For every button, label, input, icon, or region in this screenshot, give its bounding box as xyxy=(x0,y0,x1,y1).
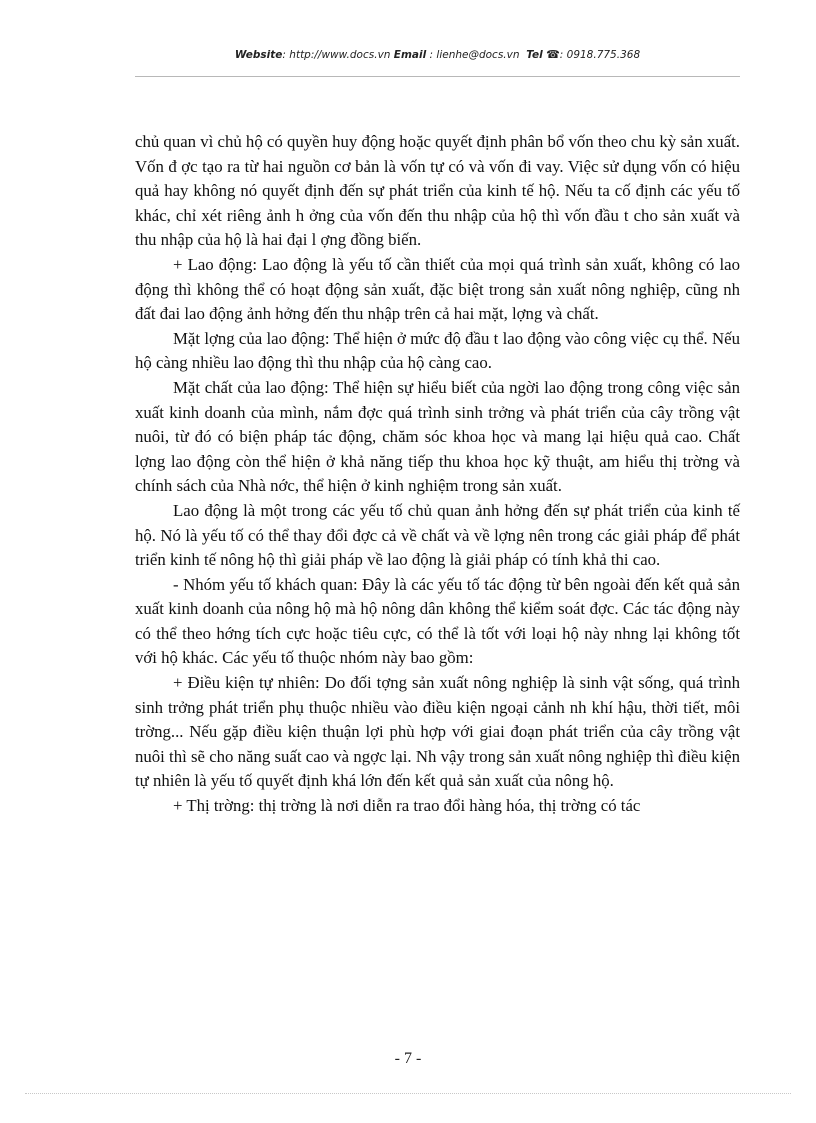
body-text xyxy=(135,130,740,819)
paragraph: - Nhóm yếu tố khách quan: Đây là các yếu tố tác động từ bên ngoài đến kết quả sản xuất kinh doanh của nông hộ mà hộ nông dân không thể kiểm soát đợc. Các tác động này có thể theo hớng tích cực hoặc tiêu cực, có thể là tốt với loại hộ này nhng lại không tốt với hộ khác. Các yếu tố thuộc nhóm này bao gồm: xyxy=(135,574,740,668)
page-number: - 7 - xyxy=(394,1050,422,1067)
page-header xyxy=(135,40,740,77)
email-value: : lienhe@docs.vn xyxy=(426,49,523,61)
paragraph: + Thị trờng: thị trờng là nơi diễn ra trao đổi hàng hóa, thị trờng có tác xyxy=(173,796,641,816)
paragraph: Mặt chất của lao động: Thể hiện sự hiểu biết của ngời lao động trong công việc sản xuất kinh doanh của mình, nắm đợc quá trình sinh trởng và phát triển của cây trồng vật nuôi, từ đó có biện pháp tác động, chăm sóc khoa học và mang lại hiệu quả cao. Chất lợng lao động còn thể hiện ở khả năng tiếp thu khoa học kỹ thuật, am hiểu thị trờng và chính sách của Nhà nớc, thể hiện ở kinh nghiệm trong sản xuất. xyxy=(135,377,740,496)
tel-value: : 0918.775.368 xyxy=(559,49,641,61)
tel-label: Tel xyxy=(526,49,543,61)
paragraph: + Điều kiện tự nhiên: Do đối tợng sản xuất nông nghiệp là sinh vật sống, quá trình sinh trởng phát triển phụ thuộc nhiều vào điều kiện ngoại cảnh nh khí hậu, thời tiết, môi trờng... Nếu gặp điều kiện thuận lợi phù hợp với giai đoạn phát triển của cây trồng vật nuôi thì sẽ cho năng suất cao và ngợc lại. Nh vậy trong sản xuất nông nghiệp thì điều kiện tự nhiên là yếu tố quyết định khá lớn đến kết quả sản xuất của nông hộ. xyxy=(135,673,740,791)
paragraph: Mặt lợng của lao động: Thể hiện ở mức độ đầu t lao động vào công việc cụ thể. Nếu hộ càng nhiều lao động thì thu nhập của hộ càng cao. xyxy=(135,328,740,373)
bottom-divider xyxy=(25,1093,791,1094)
website-label: Website xyxy=(234,49,283,61)
paragraph: + Lao động: Lao động là yếu tố cần thiết của mọi quá trình sản xuất, không có lao động thì không thể có hoạt động sản xuất, đặc biệt trong sản xuất nông nghiệp, cũng nh đất đai lao động ảnh hởng đến thu nhập trên cả hai mặt, lợng và chất. xyxy=(135,254,740,324)
phone-icon: ☎ xyxy=(546,48,560,61)
paragraph: chủ quan vì chủ hộ có quyền huy động hoặc quyết định phân bổ vốn theo chu kỳ sản xuất. Vốn đ ợc tạo ra từ hai nguồn cơ bản là vốn tự có và vốn đi vay. Việc sử dụng vốn có hiệu quả hay không nó quyết định đến sự phát triển của kinh tế hộ. Nếu ta cố định các yếu tố khác, chỉ xét riêng ảnh h ởng của vốn đến thu nhập của hộ thì vốn đầu t cho sản xuất và thu nhập của hộ là hai đại l ợng đồng biến. xyxy=(135,132,740,250)
website-value: : http://www.docs.vn xyxy=(282,49,394,61)
email-label: Email xyxy=(393,49,427,61)
paragraph: Lao động là một trong các yếu tố chủ quan ảnh hởng đến sự phát triển của kinh tế hộ. Nó là yếu tố có thể thay đổi đợc cả về chất và về lợng nên trong các giải pháp để phát triển kinh tế nông hộ thì giải pháp về lao động là giải pháp có tính khả thi cao. xyxy=(135,500,740,570)
